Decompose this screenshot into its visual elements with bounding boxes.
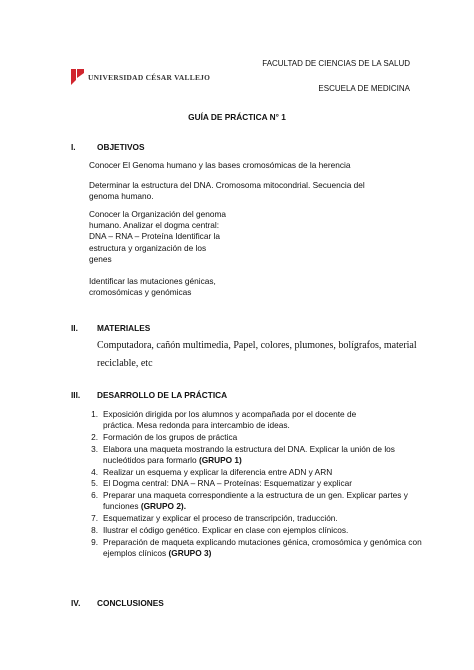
page-title: GUÍA DE PRÁCTICA N° 1 <box>188 112 286 122</box>
list-item-number: 8. <box>91 525 98 535</box>
section-title-objetivos: OBJETIVOS <box>97 142 145 152</box>
school-header: ESCUELA DE MEDICINA <box>318 84 410 93</box>
objetivo-line: Conocer El Genoma humano y las bases cromosómicas de la herencia <box>89 160 351 170</box>
university-logo <box>71 67 210 87</box>
section-title-desarrollo: DESARROLLO DE LA PRÁCTICA <box>97 390 228 400</box>
list-item-number: 1. <box>91 409 98 419</box>
materiales-line: Computadora, cañón multimedia, Papel, colores, plumones, bolígrafos, material <box>97 340 417 351</box>
objetivo-line: DNA – RNA – Proteína Identificar la <box>89 231 220 242</box>
list-item-line: Preparación de maqueta explicando mutaciones génica, cromosómica y genómica con <box>103 537 422 547</box>
list-item-number: 3. <box>91 444 98 454</box>
list-item-line: Esquematizar y explicar el proceso de transcripción, traducción. <box>103 513 338 523</box>
section-title-materiales: MATERIALES <box>97 323 151 333</box>
list-item-number: 9. <box>91 537 98 547</box>
objetivo-line: Determinar la estructura del DNA. Cromosoma mitocondrial. Secuencia del <box>89 180 365 190</box>
list-item-number: 5. <box>91 478 98 488</box>
objetivo-line: humano. Analizar el dogma central: <box>89 220 220 231</box>
list-item-number: 6. <box>91 490 98 500</box>
list-item-number: 2. <box>91 432 98 442</box>
list-item-line: Formación de los grupos de práctica <box>103 432 238 442</box>
section-number: II. <box>71 323 78 333</box>
logo-text: UNIVERSIDAD CÉSAR VALLEJO <box>88 72 211 82</box>
list-item-line: práctica. Mesa redonda para intercambio de ideas. <box>103 420 290 431</box>
group-label: (GRUPO 3) <box>168 548 212 559</box>
section-number: IV. <box>71 598 81 608</box>
list-item-number: 7. <box>91 513 98 523</box>
list-item-line: Ilustrar el código genético. Explicar en clase con ejemplos clínicos. <box>103 525 349 535</box>
objetivo-line: estructura y organización de los <box>89 242 207 253</box>
objetivo-line: cromosómicas y genómicas <box>89 287 192 298</box>
list-item-line: Realizar un esquema y explicar la diferencia entre ADN y ARN <box>103 467 333 477</box>
group-label: (GRUPO 2). <box>140 501 187 512</box>
list-item-line: El Dogma central: DNA – RNA – Proteínas: Esquematizar y explicar <box>103 478 353 488</box>
section-title-conclusiones: CONCLUSIONES <box>97 598 164 608</box>
group-label: (GRUPO 1) <box>198 455 242 466</box>
list-item-line: Elabora una maqueta mostrando la estructura del DNA. Explicar la unión de los <box>103 444 395 454</box>
list-item-line: Exposición dirigida por los alumnos y acompañada por el docente de <box>103 409 357 419</box>
list-item-number: 4. <box>91 467 98 477</box>
list-item-line: ejemplos clínicos (GRUPO 3) <box>103 548 212 559</box>
list-item-line: nucleótidos para formarlo (GRUPO 1) <box>103 455 242 466</box>
objetivo-line: genes <box>89 253 112 264</box>
list-item-line: funciones (GRUPO 2). <box>103 501 187 512</box>
section-number: III. <box>71 390 81 400</box>
uv-logo-icon <box>71 69 84 85</box>
objetivo-line: Conocer la Organización del genoma <box>89 209 226 219</box>
objetivo-line: genoma humano. <box>89 191 154 202</box>
section-number: I. <box>71 142 76 152</box>
materiales-line: reciclable, etc <box>97 358 153 369</box>
list-item-line: Preparar una maqueta correspondiente a la estructura de un gen. Explicar partes y <box>103 490 408 500</box>
faculty-header: FACULTAD DE CIENCIAS DE LA SALUD <box>262 59 410 68</box>
objetivo-line: Identificar las mutaciones génicas, <box>89 276 216 286</box>
